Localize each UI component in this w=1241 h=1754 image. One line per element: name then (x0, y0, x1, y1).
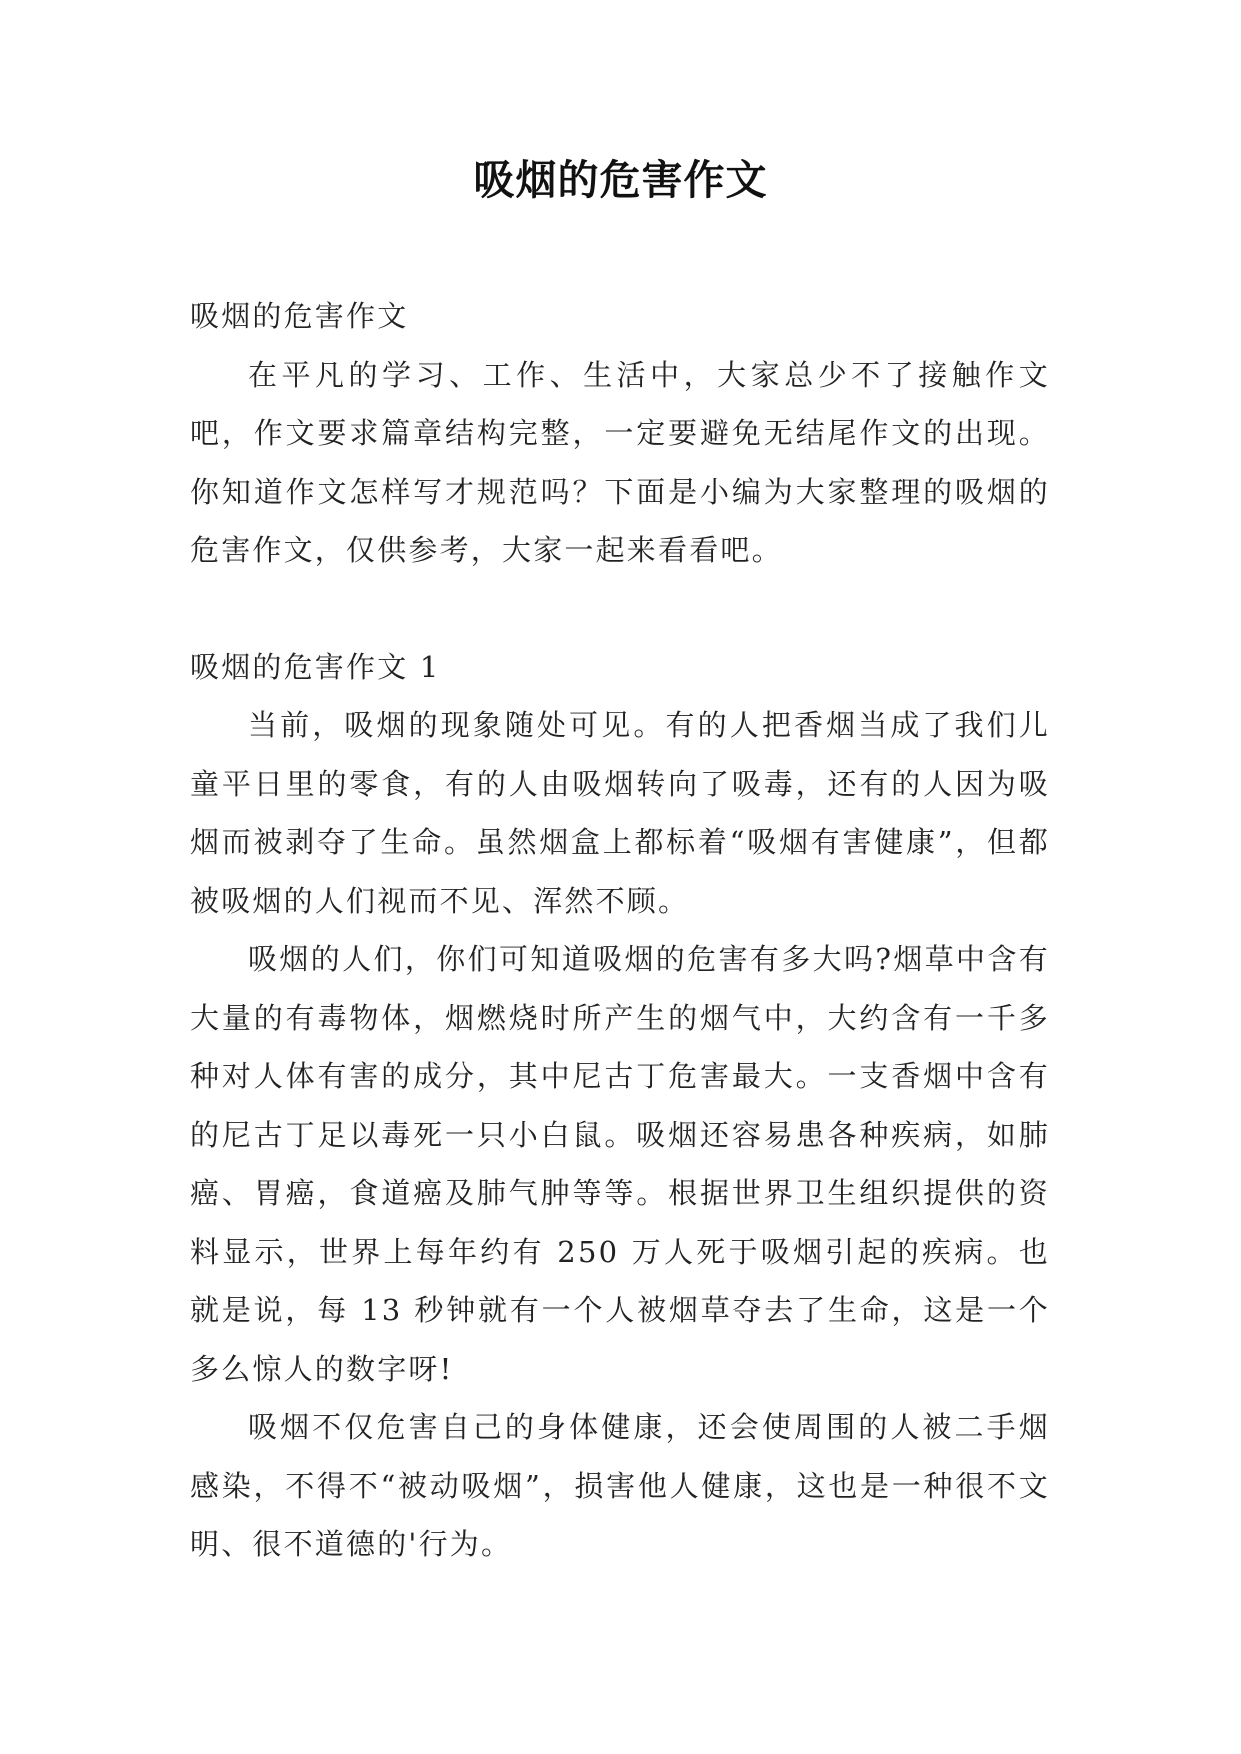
essay-paragraph: 当前，吸烟的现象随处可见。有的人把香烟当成了我们儿童平日里的零食，有的人由吸烟转向了吸毒，还有的人因为吸烟而被剥夺了生命。虽然烟盒上都标着“吸烟有害健康”，但都被吸烟的人们视而不见、浑然不顾。 (190, 708, 1050, 918)
document-title: 吸烟的危害作文 (473, 156, 768, 204)
essay-heading: 吸烟的危害作文 1 (190, 649, 441, 684)
essay-paragraph: 吸烟不仅危害自己的身体健康，还会使周围的人被二手烟感染，不得不“被动吸烟”，损害他人健康，这也是一种很不文明、很不道德的'行为。 (190, 1410, 1050, 1561)
intro-heading: 吸烟的危害作文 (190, 299, 409, 333)
intro-paragraph: 在平凡的学习、工作、生活中，大家总少不了接触作文吧，作文要求篇章结构完整，一定要避免无结尾作文的出现。你知道作文怎样写才规范吗？下面是小编为大家整理的吸烟的危害作文，仅供参考，大家一起来看看吧。 (190, 357, 1050, 567)
section-spacer (190, 580, 1050, 638)
document-body (190, 287, 1050, 1574)
essay-paragraph: 吸烟的人们，你们可知道吸烟的危害有多大吗?烟草中含有大量的有毒物体，烟燃烧时所产生的烟气中，大约含有一千多种对人体有害的成分，其中尼古丁危害最大。一支香烟中含有的尼古丁足以毒死一只小白鼠。吸烟还容易患各种疾病，如肺癌、胃癌，食道癌及肺气肿等等。根据世界卫生组织提供的资料显示，世界上每年约有 250 万人死于吸烟引起的疾病。也就是说，每 13 秒钟就有一个人被烟草夺去了生命，这是一个多么惊人的数字呀! (190, 942, 1050, 1386)
